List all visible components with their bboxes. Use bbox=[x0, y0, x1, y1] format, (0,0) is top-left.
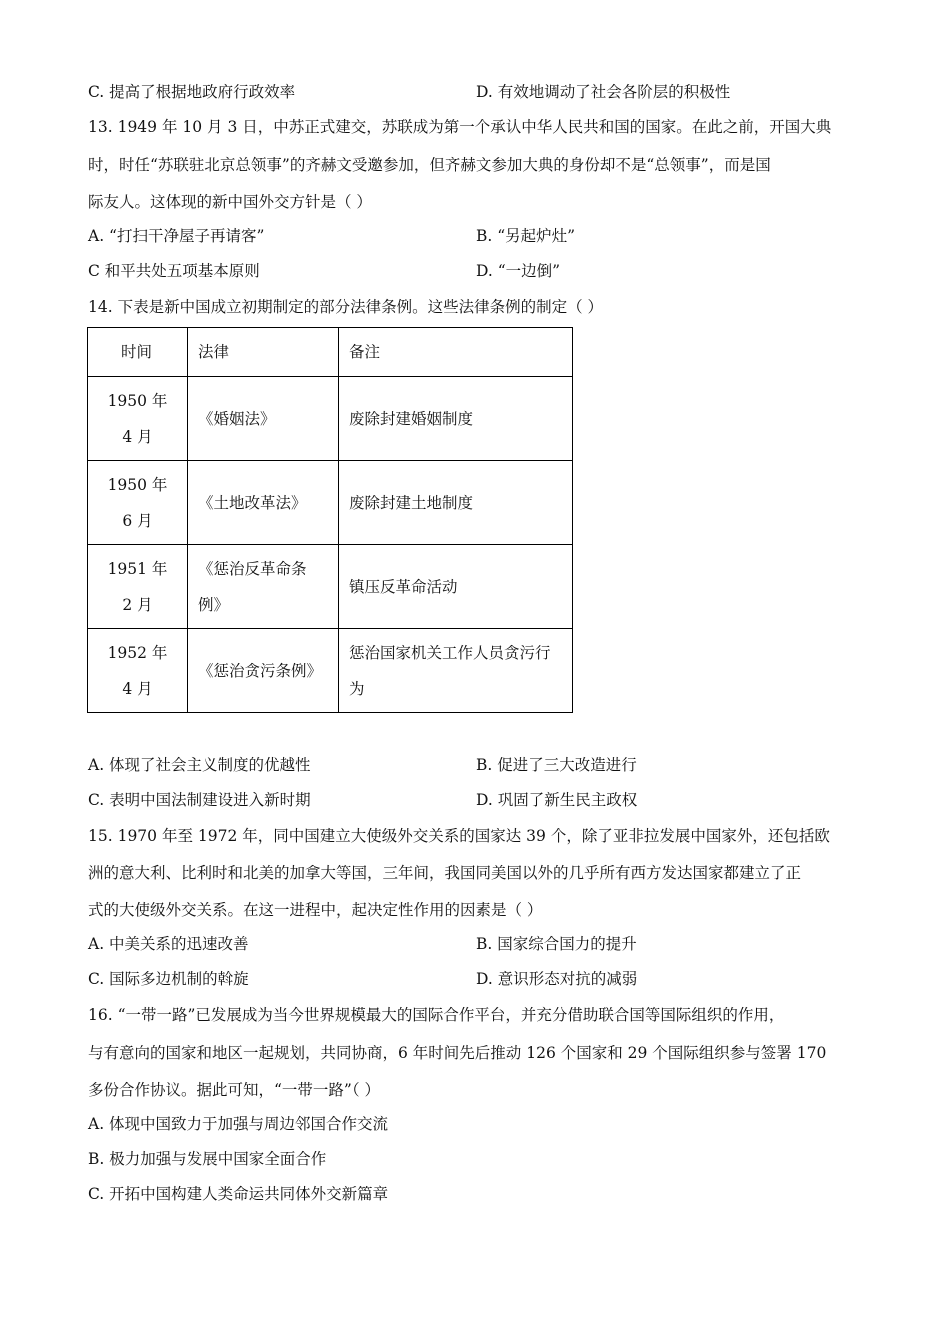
q16-stem-line-1: 16. “一带一路”已发展成为当今世界规模最大的国际合作平台，并充分借助联合国等国际组织的作用， bbox=[88, 1006, 785, 1024]
q15-stem-line-2: 洲的意大利、比利时和北美的加拿大等国，三年间，我国同美国以外的几乎所有西方发达国家都建立了正 bbox=[88, 864, 802, 882]
q15-option-b: B. 国家综合国力的提升 bbox=[476, 935, 637, 953]
q16-option-b: B. 极力加强与发展中国家全面合作 bbox=[88, 1150, 327, 1168]
q14-option-a: A. 体现了社会主义制度的优越性 bbox=[88, 756, 311, 774]
q15-options-row-1 bbox=[88, 934, 868, 954]
q15-option-c: C. 国际多边机制的斡旋 bbox=[88, 970, 249, 988]
row-law: 《惩治反革命条例》 bbox=[188, 545, 339, 629]
q13-option-b: B. “另起炉灶” bbox=[476, 227, 576, 245]
q14-options-row-1 bbox=[88, 755, 868, 775]
q16-option-c: C. 开拓中国构建人类命运共同体外交新篇章 bbox=[88, 1185, 389, 1203]
q13-stem-line-2: 时，时任“苏联驻北京总领事”的齐赫文受邀参加，但齐赫文参加大典的身份却不是“总领事”，而是国 bbox=[88, 156, 771, 174]
row-time: 1951 年 2 月 bbox=[107, 559, 168, 614]
header-time: 时间 bbox=[88, 328, 188, 377]
row-law: 《婚姻法》 bbox=[188, 377, 339, 461]
row-time: 1950 年 4 月 bbox=[107, 391, 168, 446]
q16-option-a: A. 体现中国致力于加强与周边邻国合作交流 bbox=[88, 1115, 389, 1133]
q12-option-d: D. 有效地调动了社会各阶层的积极性 bbox=[476, 83, 731, 101]
row-time: 1950 年 6 月 bbox=[107, 475, 168, 530]
q14-option-c: C. 表明中国法制建设进入新时期 bbox=[88, 791, 311, 809]
row-note: 废除封建土地制度 bbox=[339, 461, 573, 545]
q12-option-c: C. 提高了根据地政府行政效率 bbox=[88, 83, 296, 101]
q13-option-c: C 和平共处五项基本原则 bbox=[88, 262, 260, 280]
q14-option-d: D. 巩固了新生民主政权 bbox=[476, 791, 638, 809]
table-row bbox=[88, 545, 573, 629]
q15-stem-line-1: 15. 1970 年至 1972 年，同中国建立大使级外交关系的国家达 39 个，除了亚非拉发展中国家外，还包括欧 bbox=[88, 827, 830, 845]
row-note: 镇压反革命活动 bbox=[339, 545, 573, 629]
q14-stem: 14. 下表是新中国成立初期制定的部分法律条例。这些法律条例的制定（ ） bbox=[88, 298, 604, 316]
q13-options-row-2 bbox=[88, 261, 868, 281]
q15-options-row-2 bbox=[88, 969, 868, 989]
q16-stem-line-3: 多份合作协议。据此可知，“一带一路”（ ） bbox=[88, 1081, 381, 1099]
row-law: 《惩治贪污条例》 bbox=[188, 629, 339, 713]
q12-options-row bbox=[88, 82, 868, 102]
q13-stem-line-1: 13. 1949 年 10 月 3 日，中苏正式建交，苏联成为第一个承认中华人民共和国的国家。在此之前，开国大典 bbox=[88, 118, 832, 136]
q15-option-a: A. 中美关系的迅速改善 bbox=[88, 935, 249, 953]
header-note: 备注 bbox=[339, 328, 573, 377]
q14-options-row-2 bbox=[88, 790, 868, 810]
q13-options-row-1 bbox=[88, 226, 868, 246]
q16-stem-line-2: 与有意向的国家和地区一起规划，共同协商，6 年时间先后推动 126 个国家和 29 个国际组织参与签署 170 bbox=[88, 1044, 827, 1062]
q13-option-d: D. “一边倒” bbox=[476, 262, 561, 280]
table-row bbox=[88, 629, 573, 713]
table-row bbox=[88, 461, 573, 545]
row-time: 1952 年 4 月 bbox=[107, 643, 168, 698]
table-row bbox=[88, 377, 573, 461]
row-note: 惩治国家机关工作人员贪污行为 bbox=[339, 629, 573, 713]
q13-option-a: A. “打扫干净屋子再请客” bbox=[88, 227, 265, 245]
q13-stem-line-3: 际友人。这体现的新中国外交方针是（ ） bbox=[88, 193, 372, 211]
q15-option-d: D. 意识形态对抗的减弱 bbox=[476, 970, 638, 988]
row-law: 《土地改革法》 bbox=[188, 461, 339, 545]
law-table-header-row bbox=[88, 328, 573, 377]
law-table bbox=[87, 327, 573, 713]
q15-stem-line-3: 式的大使级外交关系。在这一进程中，起决定性作用的因素是（ ） bbox=[88, 901, 543, 919]
header-law: 法律 bbox=[188, 328, 339, 377]
row-note: 废除封建婚姻制度 bbox=[339, 377, 573, 461]
q14-option-b: B. 促进了三大改造进行 bbox=[476, 756, 637, 774]
